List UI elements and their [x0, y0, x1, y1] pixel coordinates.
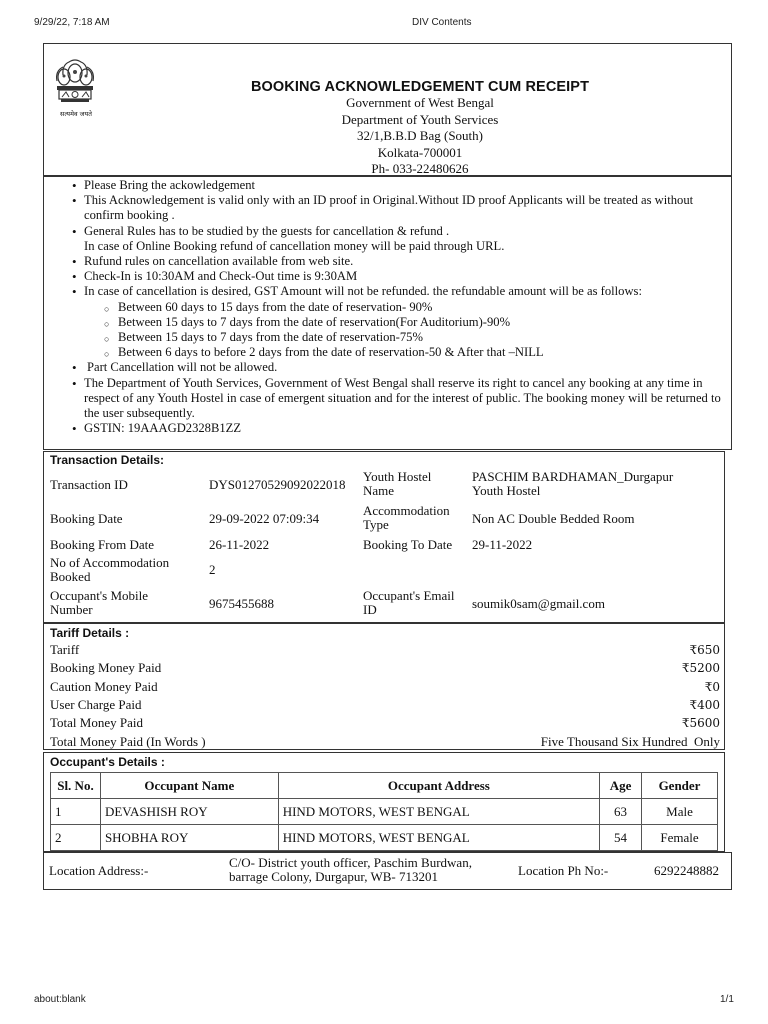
- location-phone-value: 6292248882: [654, 863, 719, 878]
- table-row: [51, 825, 718, 851]
- col-header-address: Occupant Address: [278, 773, 599, 799]
- accommodation-type-value: Non AC Double Bedded Room: [472, 511, 635, 526]
- email-label: Occupant's Email ID: [363, 588, 455, 617]
- total-words-label: Total Money Paid (In Words ): [50, 734, 206, 749]
- note-item: • General Rules has to be studied by the guests for cancellation & refund .: [50, 224, 730, 239]
- email-value: soumik0sam@gmail.com: [472, 596, 605, 611]
- table-row: [51, 799, 718, 825]
- mobile-label: Occupant's Mobile Number: [50, 588, 149, 617]
- total-words-value: Five Thousand Six Hundred Only: [540, 734, 720, 749]
- occupant-address: HIND MOTORS, WEST BENGAL: [278, 799, 599, 825]
- print-page-title: DIV Contents: [412, 17, 472, 28]
- notes-list: [50, 178, 730, 436]
- occupant-address: HIND MOTORS, WEST BENGAL: [278, 825, 599, 851]
- hostel-value: PASCHIM BARDHAMAN_Durgapur Youth Hostel: [472, 469, 674, 498]
- note-item: • Please Bring the ackowledgement: [50, 178, 730, 193]
- note-item: • Part Cancellation will not be allowed.: [50, 360, 730, 375]
- occupant-sl: 1: [51, 799, 101, 825]
- refund-slab: ○ Between 60 days to 15 days from the date of reservation- 90%: [50, 300, 730, 315]
- occupant-gender: Female: [642, 825, 718, 851]
- tariff-label: Tariff: [50, 642, 80, 657]
- tariff-section-title: Tariff Details :: [50, 626, 130, 640]
- location-address-value: C/O- District youth officer, Paschim Burdwan, barrage Colony, Durgapur, WB- 713201: [229, 855, 472, 884]
- booking-money-value: ₹5200: [681, 661, 720, 675]
- refund-slab: ○ Between 15 days to 7 days from the date of reservation(For Auditorium)-90%: [50, 315, 730, 330]
- print-datetime: 9/29/22, 7:18 AM: [34, 17, 110, 28]
- booking-to-label: Booking To Date: [363, 537, 453, 552]
- col-header-sl: Sl. No.: [51, 773, 101, 799]
- col-header-age: Age: [600, 773, 642, 799]
- note-item: • The Department of Youth Services, Government of West Bengal shall reserve its right to cancel any booking at any time in respect of any Youth Hostel in case of emergent situation and for the interest of public. The booking money will be returned to the user subsequently.: [50, 376, 730, 422]
- caution-money-value: ₹0: [704, 680, 720, 694]
- location-address-label: Location Address:-: [49, 863, 149, 878]
- transaction-id-label: Transaction ID: [50, 477, 128, 492]
- accommodation-type-label: Accommodation Type: [363, 503, 450, 532]
- note-item: • GSTIN: 19AAAGD2328B1ZZ: [50, 421, 730, 436]
- col-header-name: Occupant Name: [100, 773, 278, 799]
- address-line: Government of West Bengal: [346, 95, 494, 110]
- refund-slab: ○ Between 15 days to 7 days from the date of reservation-75%: [50, 330, 730, 345]
- hostel-label: Youth Hostel Name: [363, 469, 432, 498]
- address-line: Ph- 033-22480626: [371, 161, 469, 176]
- emblem-caption: सत्यमेव जयते: [60, 110, 92, 118]
- booking-date-value: 29-09-2022 07:09:34: [209, 511, 320, 526]
- location-phone-label: Location Ph No:-: [518, 863, 609, 878]
- occupant-gender: Male: [642, 799, 718, 825]
- occupants-table: [50, 772, 718, 851]
- address-line: 32/1,B.B.D Bag (South): [356, 128, 484, 143]
- address-line: Kolkata-700001: [377, 144, 463, 160]
- col-header-gender: Gender: [642, 773, 718, 799]
- booking-to-value: 29-11-2022: [472, 537, 533, 552]
- table-header-row: [51, 773, 718, 799]
- total-money-label: Total Money Paid: [50, 715, 143, 730]
- occupant-sl: 2: [51, 825, 101, 851]
- note-item: • This Acknowledgement is valid only with an ID proof in Original.Without ID proof Applicants will be treated as without confirm booking .: [50, 193, 730, 223]
- national-emblem-icon: [49, 55, 101, 117]
- print-url: about:blank: [34, 994, 86, 1005]
- booking-date-label: Booking Date: [50, 511, 123, 526]
- note-item: • In case of cancellation is desired, GST Amount will not be refunded. the refundable amount will be as follows:: [50, 284, 730, 299]
- occupant-age: 54: [600, 825, 642, 851]
- booking-from-value: 26-11-2022: [209, 537, 270, 552]
- user-charge-label: User Charge Paid: [50, 697, 142, 712]
- note-item: • Check-In is 10:30AM and Check-Out time is 9:30AM: [50, 269, 730, 284]
- booking-money-label: Booking Money Paid: [50, 660, 162, 675]
- booking-from-label: Booking From Date: [50, 537, 154, 552]
- refund-slab: ○ Between 6 days to before 2 days from the date of reservation-50 & After that –NILL: [50, 345, 730, 360]
- occupant-name: SHOBHA ROY: [100, 825, 278, 851]
- num-accommodation-label: No of Accommodation Booked: [50, 555, 170, 584]
- num-accommodation-value: 2: [209, 562, 216, 577]
- emblem: [49, 55, 103, 125]
- tariff-value: ₹650: [689, 643, 720, 657]
- occupant-name: DEVASHISH ROY: [100, 799, 278, 825]
- mobile-value: 9675455688: [209, 596, 274, 611]
- transaction-id-value: DYS01270529092022018: [209, 477, 346, 492]
- office-address: [260, 95, 580, 178]
- print-page-count: 1/1: [720, 994, 734, 1005]
- receipt-title: BOOKING ACKNOWLEDGEMENT CUM RECEIPT: [250, 79, 590, 95]
- user-charge-value: ₹400: [689, 698, 720, 712]
- address-line: Department of Youth Services: [341, 111, 499, 127]
- note-item-continuation: In case of Online Booking refund of cancellation money will be paid through URL.: [84, 238, 505, 253]
- caution-money-label: Caution Money Paid: [50, 679, 158, 694]
- occupants-section-title: Occupant's Details :: [50, 755, 165, 769]
- total-money-value: ₹5600: [681, 716, 720, 730]
- transaction-section-title: Transaction Details:: [50, 453, 165, 467]
- occupant-age: 63: [600, 799, 642, 825]
- note-item: • Rufund rules on cancellation available from web site.: [50, 254, 730, 269]
